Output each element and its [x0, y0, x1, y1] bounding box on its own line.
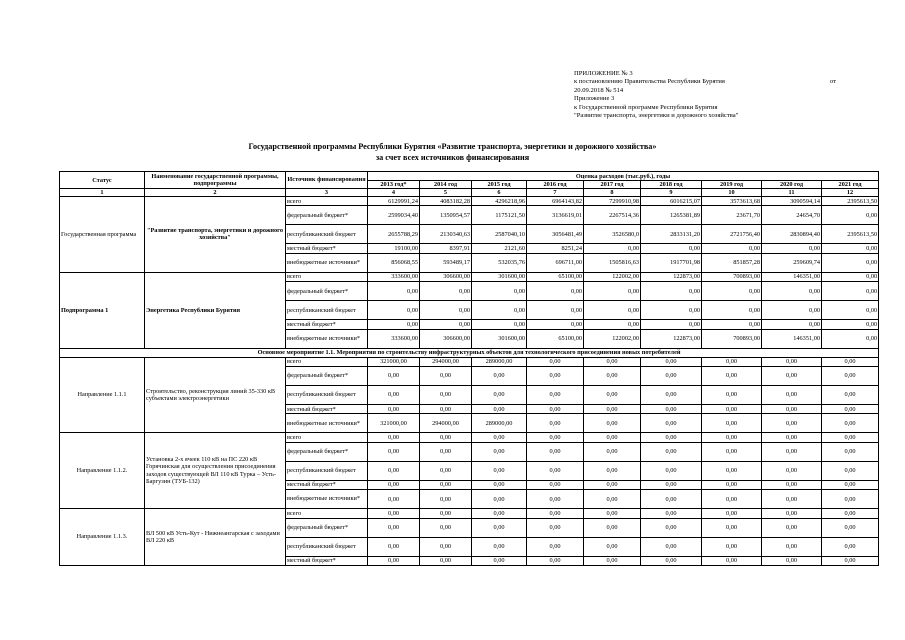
- value-cell: 259609,74: [762, 253, 822, 272]
- value-cell: 0,00: [641, 442, 702, 461]
- year-header: 2013 год*: [368, 181, 420, 189]
- value-cell: 0,00: [527, 320, 584, 329]
- value-cell: 0,00: [527, 537, 584, 556]
- value-cell: 0,00: [527, 518, 584, 537]
- value-cell: 0,00: [368, 385, 420, 404]
- dir2-status: Направление 1.1.2.: [60, 433, 145, 509]
- value-cell: 0,00: [641, 357, 702, 366]
- dir1-status: Направление 1.1.1: [60, 357, 145, 433]
- dir1-name: Строительство, реконструкция линий 35-330 кВ субъектами электроэнергетики: [145, 357, 286, 433]
- value-cell: 0,00: [822, 404, 879, 413]
- value-cell: 0,00: [527, 357, 584, 366]
- value-cell: 0,00: [702, 537, 762, 556]
- value-cell: 0,00: [584, 301, 641, 320]
- source-label: республиканский бюджет: [286, 225, 368, 244]
- value-cell: 0,00: [420, 366, 472, 385]
- value-cell: 3526580,0: [584, 225, 641, 244]
- value-cell: 333600,00: [368, 272, 420, 281]
- value-cell: 146351,00: [762, 329, 822, 348]
- value-cell: 8397,91: [420, 244, 472, 253]
- value-cell: 0,00: [762, 244, 822, 253]
- value-cell: 122873,00: [641, 272, 702, 281]
- source-label: всего: [286, 509, 368, 518]
- appendix-header: [574, 70, 874, 120]
- source-label: всего: [286, 433, 368, 442]
- dir3-name: ВЛ 500 кВ Усть-Кут - Нижнеангарская с заходами ВЛ 220 кВ: [145, 509, 286, 566]
- value-cell: 122002,00: [584, 272, 641, 281]
- value-cell: 4296218,96: [472, 197, 527, 206]
- value-cell: 593489,17: [420, 253, 472, 272]
- value-cell: 23671,70: [702, 206, 762, 225]
- source-label: внебюджетные источники*: [286, 490, 368, 509]
- value-cell: 0,00: [472, 480, 527, 489]
- value-cell: 532035,76: [472, 253, 527, 272]
- value-cell: 0,00: [368, 556, 420, 565]
- year-header: 2014 год: [420, 181, 472, 189]
- value-cell: 19100,00: [368, 244, 420, 253]
- value-cell: 0,00: [420, 518, 472, 537]
- value-cell: 0,00: [527, 414, 584, 433]
- value-cell: 856068,55: [368, 253, 420, 272]
- value-cell: 0,00: [822, 329, 879, 348]
- value-cell: 0,00: [472, 518, 527, 537]
- col-number: 11: [762, 189, 822, 197]
- value-cell: 0,00: [641, 244, 702, 253]
- dir2-name: Установка 2-х ячеек 110 кВ на ПС 220 кВ Горячинская для осуществления присоединения заходов существующей ВЛ 110 кВ Турка – Усть-Баргузин (ТУБ-132): [145, 433, 286, 509]
- source-label: местный бюджет*: [286, 404, 368, 413]
- value-cell: 0,00: [527, 442, 584, 461]
- value-cell: 0,00: [762, 282, 822, 301]
- value-cell: 0,00: [584, 414, 641, 433]
- value-cell: 2395613,50: [822, 225, 879, 244]
- value-cell: 0,00: [368, 433, 420, 442]
- value-cell: 321000,00: [368, 357, 420, 366]
- value-cell: 0,00: [822, 518, 879, 537]
- value-cell: 0,00: [762, 433, 822, 442]
- value-cell: 2130340,63: [420, 225, 472, 244]
- value-cell: 0,00: [584, 461, 641, 480]
- value-cell: 3136619,01: [527, 206, 584, 225]
- value-cell: 0,00: [584, 433, 641, 442]
- value-cell: 1175121,50: [472, 206, 527, 225]
- value-cell: 0,00: [472, 366, 527, 385]
- value-cell: 0,00: [472, 282, 527, 301]
- value-cell: 0,00: [702, 556, 762, 565]
- value-cell: 0,00: [472, 433, 527, 442]
- value-cell: 0,00: [368, 537, 420, 556]
- program-name: "Развитие транспорта, энергетики и дорожного хозяйства": [145, 197, 286, 273]
- value-cell: 0,00: [702, 404, 762, 413]
- dir2-row: [60, 433, 879, 442]
- year-header: 2017 год: [584, 181, 641, 189]
- value-cell: 294000,00: [420, 414, 472, 433]
- value-cell: 0,00: [762, 556, 822, 565]
- program-row: [60, 197, 879, 206]
- document-title: Государственной программы Республики Бурятия «Развитие транспорта, энергетики и дорожного хозяйства»: [248, 142, 657, 151]
- value-cell: 0,00: [420, 282, 472, 301]
- value-cell: 0,00: [641, 433, 702, 442]
- value-cell: 0,00: [822, 282, 879, 301]
- source-label: всего: [286, 272, 368, 281]
- source-label: федеральный бюджет*: [286, 366, 368, 385]
- value-cell: 2121,60: [472, 244, 527, 253]
- value-cell: 2587040,10: [472, 225, 527, 244]
- col-status-header: Статус: [60, 172, 145, 189]
- value-cell: 0,00: [641, 366, 702, 385]
- value-cell: 0,00: [762, 320, 822, 329]
- value-cell: 0,00: [762, 518, 822, 537]
- value-cell: 0,00: [527, 509, 584, 518]
- source-label: федеральный бюджет*: [286, 518, 368, 537]
- value-cell: 0,00: [368, 518, 420, 537]
- value-cell: 0,00: [420, 509, 472, 518]
- value-cell: 3090594,14: [762, 197, 822, 206]
- value-cell: 1505816,63: [584, 253, 641, 272]
- program-status: Государственная программа: [60, 197, 145, 273]
- value-cell: 0,00: [762, 509, 822, 518]
- source-label: местный бюджет*: [286, 556, 368, 565]
- value-cell: 3573613,68: [702, 197, 762, 206]
- value-cell: 1917701,98: [641, 253, 702, 272]
- value-cell: 0,00: [527, 301, 584, 320]
- value-cell: 0,00: [702, 433, 762, 442]
- source-label: республиканский бюджет: [286, 537, 368, 556]
- value-cell: 0,00: [641, 518, 702, 537]
- value-cell: 0,00: [368, 480, 420, 489]
- value-cell: 0,00: [641, 404, 702, 413]
- value-cell: 333600,00: [368, 329, 420, 348]
- source-label: всего: [286, 357, 368, 366]
- value-cell: 6964143,82: [527, 197, 584, 206]
- value-cell: 0,00: [702, 509, 762, 518]
- value-cell: 0,00: [702, 320, 762, 329]
- value-cell: 0,00: [584, 357, 641, 366]
- value-cell: 0,00: [368, 461, 420, 480]
- resolution-date: 20.09.2018 № 514: [574, 86, 624, 94]
- col-number: 7: [527, 189, 584, 197]
- value-cell: 0,00: [762, 385, 822, 404]
- source-label: внебюджетные источники*: [286, 253, 368, 272]
- program-name: "Развитие транспорта, энергетики и дорожного хозяйства": [574, 112, 739, 120]
- value-cell: 1265381,89: [641, 206, 702, 225]
- value-cell: 0,00: [584, 320, 641, 329]
- value-cell: 4083182,28: [420, 197, 472, 206]
- value-cell: 301600,00: [472, 272, 527, 281]
- value-cell: 0,00: [527, 461, 584, 480]
- source-label: федеральный бюджет*: [286, 206, 368, 225]
- value-cell: 0,00: [368, 301, 420, 320]
- value-cell: 0,00: [584, 518, 641, 537]
- value-cell: 0,00: [762, 404, 822, 413]
- value-cell: 24654,70: [762, 206, 822, 225]
- value-cell: 0,00: [527, 404, 584, 413]
- value-cell: 0,00: [527, 556, 584, 565]
- value-cell: 2395613,50: [822, 197, 879, 206]
- value-cell: 0,00: [762, 366, 822, 385]
- value-cell: 0,00: [822, 357, 879, 366]
- value-cell: 0,00: [822, 414, 879, 433]
- value-cell: 696711,00: [527, 253, 584, 272]
- value-cell: 2721756,40: [702, 225, 762, 244]
- value-cell: 7299910,98: [584, 197, 641, 206]
- value-cell: 0,00: [702, 385, 762, 404]
- value-cell: 0,00: [822, 433, 879, 442]
- subprogram-status: Подпрограмма 1: [60, 272, 145, 348]
- value-cell: 306600,00: [420, 329, 472, 348]
- year-header: 2021 год: [822, 181, 879, 189]
- value-cell: 0,00: [762, 301, 822, 320]
- value-cell: 0,00: [420, 490, 472, 509]
- value-cell: 0,00: [368, 282, 420, 301]
- year-header: 2019 год: [702, 181, 762, 189]
- dir1-row: [60, 357, 879, 366]
- source-label: республиканский бюджет: [286, 385, 368, 404]
- source-label: республиканский бюджет: [286, 461, 368, 480]
- year-header: 2020 год: [762, 181, 822, 189]
- financing-table: [59, 171, 879, 566]
- program-ref: к Государственной программе Республики Бурятия: [574, 103, 718, 111]
- value-cell: 0,00: [368, 490, 420, 509]
- col-number: 9: [641, 189, 702, 197]
- value-cell: 0,00: [641, 461, 702, 480]
- value-cell: 0,00: [702, 490, 762, 509]
- value-cell: 0,00: [822, 320, 879, 329]
- value-cell: 65100,00: [527, 272, 584, 281]
- col-name-header: Наименование государственной программы, подпрограммы: [145, 172, 286, 189]
- year-header: 2015 год: [472, 181, 527, 189]
- value-cell: 0,00: [584, 366, 641, 385]
- value-cell: 0,00: [641, 480, 702, 489]
- value-cell: 0,00: [762, 357, 822, 366]
- value-cell: 301600,00: [472, 329, 527, 348]
- value-cell: 0,00: [472, 442, 527, 461]
- subprogram-name: Энергетика Республики Бурятия: [145, 272, 286, 348]
- value-cell: 0,00: [420, 404, 472, 413]
- value-cell: 0,00: [527, 490, 584, 509]
- col-number: 6: [472, 189, 527, 197]
- value-cell: 0,00: [702, 301, 762, 320]
- document-subtitle: за счет всех источников финансирования: [375, 153, 530, 162]
- value-cell: 0,00: [368, 442, 420, 461]
- value-cell: 289000,00: [472, 414, 527, 433]
- value-cell: 0,00: [702, 518, 762, 537]
- value-cell: 0,00: [822, 366, 879, 385]
- value-cell: 0,00: [822, 385, 879, 404]
- source-label: республиканский бюджет: [286, 301, 368, 320]
- value-cell: 0,00: [822, 272, 879, 281]
- value-cell: 0,00: [420, 442, 472, 461]
- value-cell: 0,00: [702, 282, 762, 301]
- value-cell: 0,00: [584, 490, 641, 509]
- source-label: всего: [286, 197, 368, 206]
- appendix-sub: Приложение 3: [574, 95, 615, 103]
- col-number: 1: [60, 189, 145, 197]
- subprogram-row: [60, 272, 879, 281]
- value-cell: 0,00: [702, 244, 762, 253]
- main-event-row: [60, 348, 879, 357]
- resolution-from: от: [830, 78, 837, 86]
- value-cell: 0,00: [584, 404, 641, 413]
- value-cell: 0,00: [822, 253, 879, 272]
- value-cell: 0,00: [420, 461, 472, 480]
- value-cell: 0,00: [584, 537, 641, 556]
- value-cell: 2599034,40: [368, 206, 420, 225]
- value-cell: 0,00: [472, 404, 527, 413]
- col-number: 4: [368, 189, 420, 197]
- value-cell: 6129991,24: [368, 197, 420, 206]
- value-cell: 0,00: [368, 404, 420, 413]
- header-row-1: [60, 172, 879, 181]
- value-cell: 0,00: [420, 385, 472, 404]
- col-source-header: Источник финансирования: [286, 172, 368, 189]
- value-cell: 0,00: [584, 442, 641, 461]
- source-label: внебюджетные источники*: [286, 414, 368, 433]
- value-cell: 0,00: [472, 320, 527, 329]
- value-cell: 0,00: [368, 509, 420, 518]
- value-cell: 146351,00: [762, 272, 822, 281]
- value-cell: 0,00: [641, 556, 702, 565]
- col-number: 10: [702, 189, 762, 197]
- col-number: 2: [145, 189, 286, 197]
- value-cell: 0,00: [472, 301, 527, 320]
- value-cell: 0,00: [822, 244, 879, 253]
- value-cell: 0,00: [527, 385, 584, 404]
- source-label: местный бюджет*: [286, 480, 368, 489]
- value-cell: 0,00: [472, 490, 527, 509]
- value-cell: 0,00: [472, 537, 527, 556]
- dir3-status: Направление 1.1.3.: [60, 509, 145, 566]
- value-cell: 0,00: [762, 480, 822, 489]
- value-cell: 2655788,29: [368, 225, 420, 244]
- value-cell: 2267514,36: [584, 206, 641, 225]
- value-cell: 0,00: [822, 442, 879, 461]
- value-cell: 700893,00: [702, 272, 762, 281]
- value-cell: 0,00: [702, 442, 762, 461]
- value-cell: 0,00: [702, 414, 762, 433]
- value-cell: 0,00: [527, 433, 584, 442]
- value-cell: 0,00: [420, 480, 472, 489]
- value-cell: 0,00: [641, 509, 702, 518]
- value-cell: 851857,28: [702, 253, 762, 272]
- value-cell: 0,00: [762, 442, 822, 461]
- value-cell: 0,00: [822, 301, 879, 320]
- col-estimate-header: Оценка расходов (тыс.руб.), годы: [368, 172, 879, 181]
- value-cell: 0,00: [420, 320, 472, 329]
- value-cell: 0,00: [472, 385, 527, 404]
- value-cell: 1350954,57: [420, 206, 472, 225]
- value-cell: 321000,00: [368, 414, 420, 433]
- value-cell: 0,00: [368, 320, 420, 329]
- main-event-title: Основное мероприятие 1.1. Мероприятия по строительству инфраструктурных объектов для технологического присоединения новых потребителей: [60, 348, 879, 357]
- value-cell: 0,00: [762, 461, 822, 480]
- source-label: внебюджетные источники*: [286, 329, 368, 348]
- dir3-row: [60, 509, 879, 518]
- value-cell: 0,00: [762, 490, 822, 509]
- value-cell: 0,00: [702, 366, 762, 385]
- value-cell: 289000,00: [472, 357, 527, 366]
- value-cell: 0,00: [584, 244, 641, 253]
- col-number: 12: [822, 189, 879, 197]
- value-cell: 122873,00: [641, 329, 702, 348]
- value-cell: 0,00: [472, 556, 527, 565]
- value-cell: 65100,00: [527, 329, 584, 348]
- value-cell: 0,00: [822, 509, 879, 518]
- value-cell: 0,00: [641, 414, 702, 433]
- value-cell: 0,00: [527, 366, 584, 385]
- value-cell: 0,00: [822, 556, 879, 565]
- value-cell: 0,00: [420, 556, 472, 565]
- source-label: федеральный бюджет*: [286, 282, 368, 301]
- value-cell: 0,00: [762, 537, 822, 556]
- source-label: федеральный бюджет*: [286, 442, 368, 461]
- value-cell: 6016215,07: [641, 197, 702, 206]
- value-cell: 0,00: [702, 480, 762, 489]
- value-cell: 0,00: [641, 282, 702, 301]
- value-cell: 2833131,20: [641, 225, 702, 244]
- col-number: 5: [420, 189, 472, 197]
- value-cell: 0,00: [641, 385, 702, 404]
- value-cell: 0,00: [641, 320, 702, 329]
- value-cell: 294000,00: [420, 357, 472, 366]
- value-cell: 0,00: [420, 301, 472, 320]
- value-cell: 0,00: [702, 357, 762, 366]
- value-cell: 700893,00: [702, 329, 762, 348]
- value-cell: 122002,00: [584, 329, 641, 348]
- value-cell: 0,00: [641, 301, 702, 320]
- value-cell: 0,00: [641, 537, 702, 556]
- value-cell: 0,00: [822, 490, 879, 509]
- value-cell: 0,00: [822, 461, 879, 480]
- value-cell: 0,00: [822, 537, 879, 556]
- value-cell: 2830894,40: [762, 225, 822, 244]
- value-cell: 0,00: [527, 480, 584, 489]
- source-label: местный бюджет*: [286, 320, 368, 329]
- value-cell: 0,00: [584, 480, 641, 489]
- value-cell: 0,00: [368, 366, 420, 385]
- value-cell: 0,00: [702, 461, 762, 480]
- col-number: 3: [286, 189, 368, 197]
- value-cell: 0,00: [822, 480, 879, 489]
- resolution-ref: к постановлению Правительства Республики Бурятия: [574, 78, 725, 86]
- value-cell: 0,00: [420, 433, 472, 442]
- year-header: 2018 год: [641, 181, 702, 189]
- value-cell: 3056481,49: [527, 225, 584, 244]
- value-cell: 0,00: [527, 282, 584, 301]
- source-label: местный бюджет*: [286, 244, 368, 253]
- value-cell: 0,00: [822, 206, 879, 225]
- appendix-number: ПРИЛОЖЕНИЕ № 3: [574, 70, 633, 77]
- value-cell: 0,00: [584, 385, 641, 404]
- value-cell: 0,00: [472, 461, 527, 480]
- value-cell: 306600,00: [420, 272, 472, 281]
- value-cell: 0,00: [584, 509, 641, 518]
- value-cell: 0,00: [762, 414, 822, 433]
- col-number: 8: [584, 189, 641, 197]
- year-header: 2016 год: [527, 181, 584, 189]
- value-cell: 0,00: [584, 556, 641, 565]
- value-cell: 0,00: [472, 509, 527, 518]
- header-row-numbers: [60, 189, 879, 197]
- value-cell: 0,00: [584, 282, 641, 301]
- value-cell: 0,00: [420, 537, 472, 556]
- value-cell: 8251,24: [527, 244, 584, 253]
- value-cell: 0,00: [641, 490, 702, 509]
